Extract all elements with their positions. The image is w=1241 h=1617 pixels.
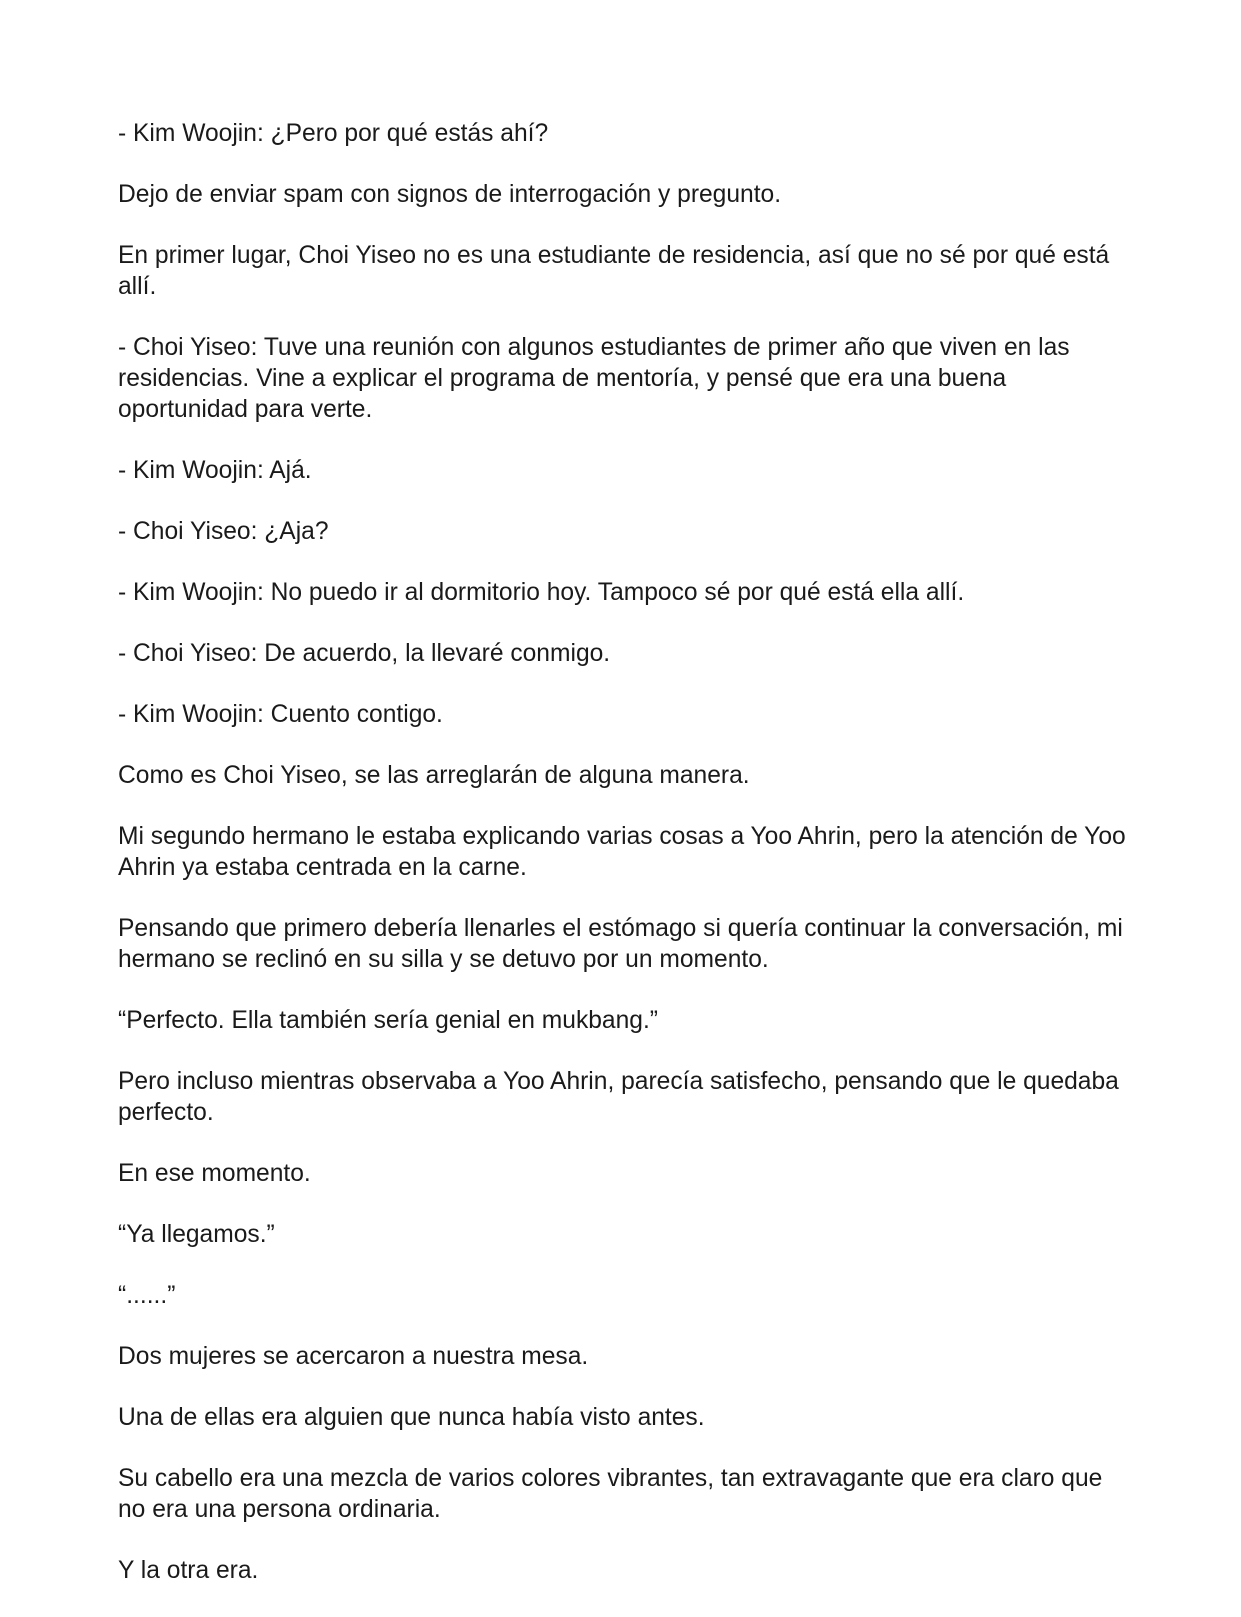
- paragraph-2: Dejo de enviar spam con signos de interrogación y pregunto.: [118, 181, 782, 208]
- paragraph-17: “......”: [118, 1282, 176, 1309]
- paragraph-12: Pensando que primero debería llenarles el estómago si quería continuar la conversación, mi hermano se reclinó en su silla y se detuvo por un momento.: [118, 915, 1123, 973]
- paragraph-6: - Choi Yiseo: ¿Aja?: [118, 518, 329, 545]
- paragraph-1: - Kim Woojin: ¿Pero por qué estás ahí?: [118, 120, 549, 147]
- paragraph-11: Mi segundo hermano le estaba explicando varias cosas a Yoo Ahrin, pero la atención de Yoo Ahrin ya estaba centrada en la carne.: [118, 823, 1126, 881]
- paragraph-19: Una de ellas era alguien que nunca había visto antes.: [118, 1404, 705, 1431]
- paragraph-7: - Kim Woojin: No puedo ir al dormitorio hoy. Tampoco sé por qué está ella allí.: [118, 579, 965, 606]
- paragraph-8: - Choi Yiseo: De acuerdo, la llevaré conmigo.: [118, 640, 611, 667]
- paragraph-15: En ese momento.: [118, 1160, 311, 1187]
- paragraph-13: “Perfecto. Ella también sería genial en mukbang.”: [118, 1007, 658, 1034]
- paragraph-20: Su cabello era una mezcla de varios colores vibrantes, tan extravagante que era claro que no era una persona ordinaria.: [118, 1465, 1103, 1523]
- paragraph-10: Como es Choi Yiseo, se las arreglarán de alguna manera.: [118, 762, 750, 789]
- paragraph-18: Dos mujeres se acercaron a nuestra mesa.: [118, 1343, 589, 1370]
- paragraph-9: - Kim Woojin: Cuento contigo.: [118, 701, 443, 728]
- paragraph-14: Pero incluso mientras observaba a Yoo Ahrin, parecía satisfecho, pensando que le quedaba perfecto.: [118, 1068, 1119, 1126]
- paragraph-4: - Choi Yiseo: Tuve una reunión con algunos estudiantes de primer año que viven en las residencias. Vine a explicar el programa de mentoría, y pensé que era una buena oportunidad para verte.: [118, 334, 1070, 423]
- paragraph-16: “Ya llegamos.”: [118, 1221, 275, 1248]
- paragraph-21: Y la otra era.: [118, 1557, 259, 1584]
- document-body: [118, 118, 1128, 1616]
- paragraph-5: - Kim Woojin: Ajá.: [118, 457, 312, 484]
- paragraph-3: En primer lugar, Choi Yiseo no es una estudiante de residencia, así que no sé por qué está allí.: [118, 242, 1110, 300]
